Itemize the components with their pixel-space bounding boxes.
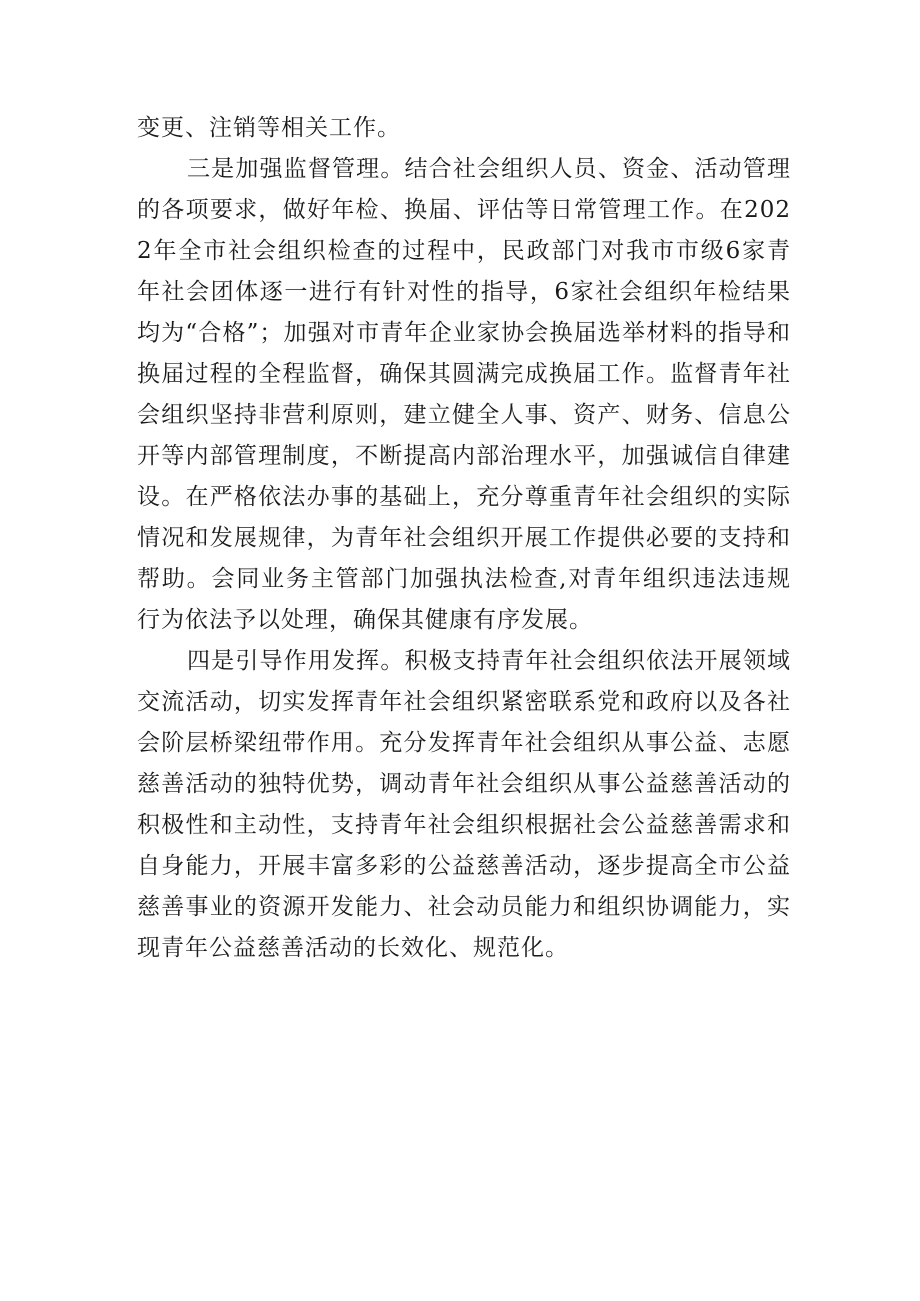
paragraph-point-three: 三是加强监督管理。结合社会组织人员、资金、活动管理的各项要求，做好年检、换届、评估等日常管理工作。在2022年全市社会组织检查的过程中，民政部门对我市市级6家青年社会团体逐一进行有针对性的指导，6家社会组织年检结果均为“合格”；加强对市青年企业家协会换届选举材料的指导和换届过程的全程监督，确保其圆满完成换届工作。监督青年社会组织坚持非营利原则，建立健全人事、资产、财务、信息公开等内部管理制度，不断提高内部治理水平，加强诚信自律建设。在严格依法办事的基础上，充分尊重青年社会组织的实际情况和发展规律，为青年社会组织开展工作提供必要的支持和帮助。会同业务主管部门加强执法检查,对青年组织违法违规行为依法予以处理，确保其健康有序发展。: [137, 156, 791, 633]
paragraph-point-four: 四是引导作用发挥。积极支持青年社会组织依法开展领域交流活动，切实发挥青年社会组织紧密联系党和政府以及各社会阶层桥梁纽带作用。充分发挥青年社会组织从事公益、志愿慈善活动的独特优势，调动青年社会组织从事公益慈善活动的积极性和主动性，支持青年社会组织根据社会公益慈善需求和自身能力，开展丰富多彩的公益慈善活动，逐步提高全市公益慈善事业的资源开发能力、社会动员能力和组织协调能力，实现青年公益慈善活动的长效化、规范化。: [137, 648, 791, 961]
document-body: [137, 108, 791, 969]
paragraph-continued: 变更、注销等相关工作。: [137, 115, 401, 141]
